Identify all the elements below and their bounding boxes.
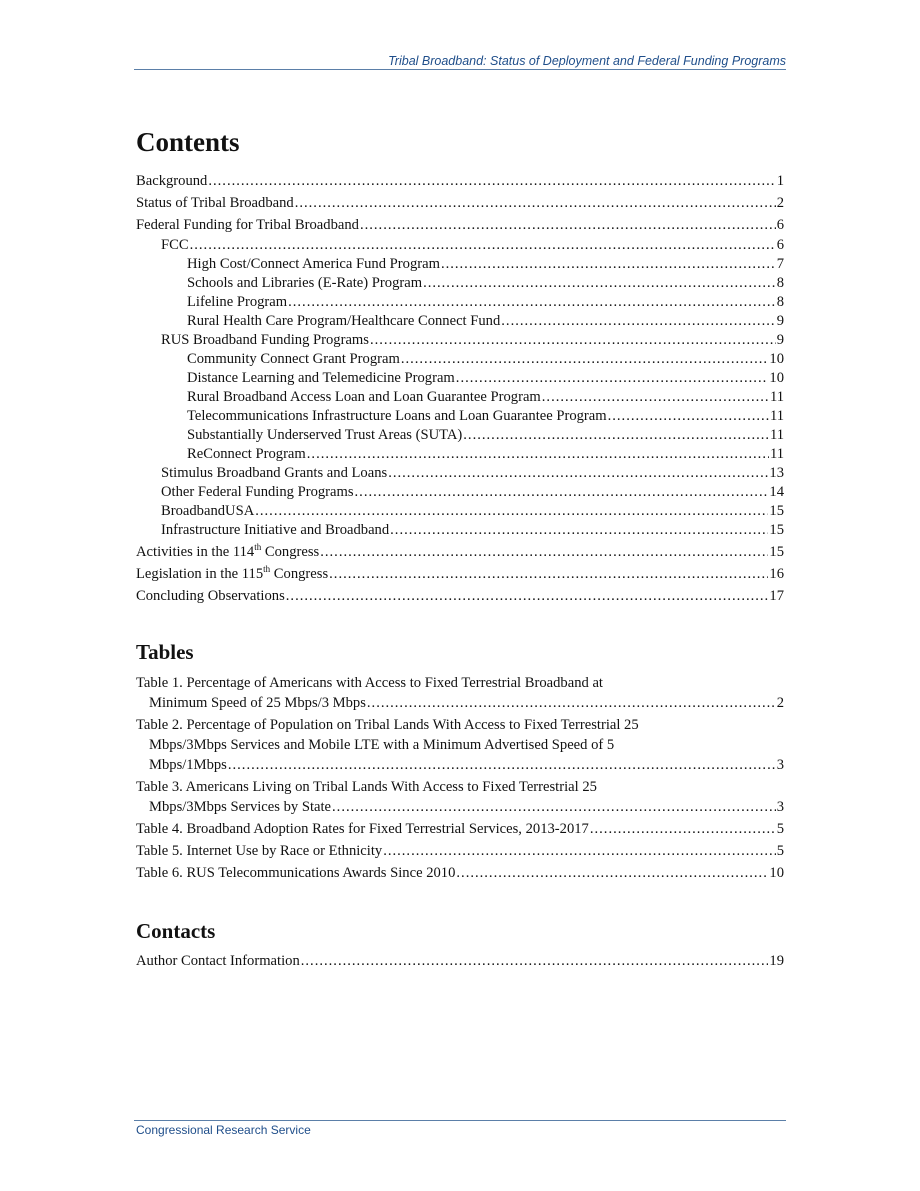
dot-leader (228, 755, 776, 775)
toc-page-number: 8 (776, 294, 784, 310)
dot-leader (360, 216, 776, 235)
toc-entry-title: Rural Health Care Program/Healthcare Connect Fund (187, 313, 501, 329)
contents-heading: Contents (136, 127, 240, 157)
dot-leader (463, 426, 769, 445)
toc-page-number: 15 (769, 503, 784, 519)
toc-page-number: 1 (776, 173, 784, 189)
toc-page-number: 6 (776, 217, 784, 233)
toc-entry-title: Substantially Underserved Trust Areas (SUTA) (187, 427, 463, 443)
toc-entry-suta[interactable] (136, 426, 784, 445)
toc-entry-rus-funding[interactable] (136, 331, 784, 350)
dot-leader (456, 369, 769, 388)
toc-page-number: 17 (769, 588, 784, 604)
table-entry-last-line (136, 755, 784, 775)
toc-page-number: 10 (769, 351, 784, 367)
toc-entry-federal-funding[interactable] (136, 216, 784, 235)
running-header: Tribal Broadband: Status of Deployment and Federal Funding Programs (388, 54, 786, 68)
toc-entry-114th-congress[interactable] (136, 543, 784, 562)
toc-entry-status-of-tribal-broadband[interactable] (136, 194, 784, 213)
table-entry-last-line (136, 797, 784, 817)
dot-leader (370, 331, 776, 350)
toc-entry-fcc[interactable] (136, 236, 784, 255)
table-entry-line: Mbps/3Mbps Services and Mobile LTE with a Minimum Advertised Speed of 5 (149, 737, 615, 753)
table-entry-title: Mbps/1Mbps (149, 757, 227, 773)
toc-page-number: 2 (776, 195, 784, 211)
dot-leader (608, 407, 769, 426)
dot-leader (423, 274, 776, 293)
toc-page-number: 6 (776, 237, 784, 253)
toc-entry-title: Concluding Observations (136, 588, 285, 604)
dot-leader (208, 172, 775, 191)
dot-leader (301, 952, 769, 971)
toc-page-number: 9 (776, 332, 784, 348)
toc-page-number: 9 (776, 313, 784, 329)
toc-page-number: 14 (769, 484, 784, 500)
dot-leader (388, 464, 768, 483)
toc-entry-background[interactable] (136, 172, 784, 191)
toc-entry-broadbandusa[interactable] (136, 502, 784, 521)
toc-entry-title: FCC (161, 237, 189, 253)
toc-entry-title: Infrastructure Initiative and Broadband (161, 522, 390, 538)
table-page-number: 3 (776, 757, 784, 773)
toc-page-number: 7 (776, 256, 784, 272)
table-entry-line: Table 2. Percentage of Population on Tribal Lands With Access to Fixed Terrestrial 25 (136, 717, 639, 733)
toc-entry-title: Legislation in the 115th Congress (136, 564, 329, 582)
toc-entry-title: Stimulus Broadband Grants and Loans (161, 465, 388, 481)
toc-page-number: 13 (769, 465, 784, 481)
page-content (136, 124, 784, 974)
toc-entry-other-federal[interactable] (136, 483, 784, 502)
contents-section (136, 124, 784, 606)
toc-entry-concluding-observations[interactable] (136, 587, 784, 606)
table-list-entry-3[interactable] (136, 777, 784, 817)
dot-leader (390, 521, 768, 540)
table-page-number: 5 (776, 843, 784, 859)
dot-leader (441, 255, 776, 274)
toc-entry-title: Schools and Libraries (E-Rate) Program (187, 275, 423, 291)
toc-entry-title: Author Contact Information (136, 953, 300, 969)
toc-entry-title: Lifeline Program (187, 294, 288, 310)
running-footer: Congressional Research Service (136, 1123, 311, 1137)
table-entry-line: Table 3. Americans Living on Tribal Lands With Access to Fixed Terrestrial 25 (136, 779, 597, 795)
toc-entry-title: ReConnect Program (187, 446, 306, 462)
toc-entry-title: Telecommunications Infrastructure Loans and Loan Guarantee Program (187, 408, 607, 424)
toc-entry-community-connect[interactable] (136, 350, 784, 369)
dot-leader (401, 350, 769, 369)
table-entry-title: Table 4. Broadband Adoption Rates for Fixed Terrestrial Services, 2013-2017 (136, 821, 589, 837)
table-entry-title: Table 6. RUS Telecommunications Awards Since 2010 (136, 865, 456, 881)
table-entry-last-line (136, 819, 784, 839)
table-entry-last-line (136, 693, 784, 713)
toc-entry-title: Status of Tribal Broadband (136, 195, 294, 211)
table-list-entry-2[interactable] (136, 715, 784, 775)
toc-page-number: 19 (769, 953, 784, 969)
table-page-number: 5 (776, 821, 784, 837)
dot-leader (590, 819, 776, 839)
toc-entry-telecom-infrastructure[interactable] (136, 407, 784, 426)
toc-page-number: 10 (769, 370, 784, 386)
footer-divider (134, 1120, 786, 1121)
dot-leader (329, 565, 768, 584)
toc-entry-title: High Cost/Connect America Fund Program (187, 256, 440, 272)
table-page-number: 2 (776, 695, 784, 711)
toc-page-number: 11 (769, 408, 784, 424)
toc-page-number: 11 (769, 389, 784, 405)
toc-entry-e-rate[interactable] (136, 274, 784, 293)
toc-entry-title: Background (136, 173, 208, 189)
dot-leader (542, 388, 769, 407)
dot-leader (190, 236, 776, 255)
toc-page-number: 11 (769, 427, 784, 443)
dot-leader (355, 483, 769, 502)
table-entry-title: Table 5. Internet Use by Race or Ethnicity (136, 843, 383, 859)
dot-leader (501, 312, 775, 331)
toc-entry-stimulus[interactable] (136, 464, 784, 483)
toc-entry-title: Community Connect Grant Program (187, 351, 400, 367)
dot-leader (288, 293, 776, 312)
toc-entry-title: Rural Broadband Access Loan and Loan Guarantee Program (187, 389, 541, 405)
toc-entry-title: Distance Learning and Telemedicine Program (187, 370, 455, 386)
dot-leader (255, 502, 768, 521)
dot-leader (332, 797, 776, 817)
toc-entry-rural-health-care[interactable] (136, 312, 784, 331)
dot-leader (295, 194, 776, 213)
tables-section (136, 638, 784, 883)
table-entry-line: Table 1. Percentage of Americans with Access to Fixed Terrestrial Broadband at (136, 675, 603, 691)
toc-entry-title: Activities in the 114th Congress (136, 542, 320, 560)
toc-entry-reconnect[interactable] (136, 445, 784, 464)
table-entry-title: Minimum Speed of 25 Mbps/3 Mbps (149, 695, 366, 711)
table-entry-title: Mbps/3Mbps Services by State (149, 799, 332, 815)
toc-entry-title: RUS Broadband Funding Programs (161, 332, 369, 348)
table-list-entry-1[interactable] (136, 673, 784, 713)
toc-page-number: 16 (769, 566, 784, 582)
toc-entry-lifeline[interactable] (136, 293, 784, 312)
toc-entry-distance-learning[interactable] (136, 369, 784, 388)
toc-page-number: 15 (769, 522, 784, 538)
toc-page-number: 8 (776, 275, 784, 291)
dot-leader (383, 841, 776, 861)
dot-leader (367, 693, 776, 713)
contents-list (136, 172, 784, 606)
toc-entry-infrastructure-initiative[interactable] (136, 521, 784, 540)
tables-heading: Tables (136, 640, 194, 664)
table-page-number: 10 (769, 865, 784, 881)
dot-leader (286, 587, 769, 606)
dot-leader (320, 543, 768, 562)
table-page-number: 3 (776, 799, 784, 815)
contacts-section (136, 917, 784, 971)
toc-entry-title: Other Federal Funding Programs (161, 484, 354, 500)
toc-page-number: 15 (769, 544, 784, 560)
table-list-entry-5[interactable] (136, 841, 784, 861)
toc-entry-rural-broadband-access[interactable] (136, 388, 784, 407)
table-list-entry-6[interactable] (136, 863, 784, 883)
table-entry-last-line (136, 863, 784, 883)
contacts-heading: Contacts (136, 919, 216, 943)
dot-leader (456, 863, 768, 883)
toc-entry-title: BroadbandUSA (161, 503, 255, 519)
header-divider (134, 69, 786, 70)
contacts-list (136, 952, 784, 971)
toc-entry-115th-congress[interactable] (136, 565, 784, 584)
toc-entry-title: Federal Funding for Tribal Broadband (136, 217, 359, 233)
toc-entry-author-contact[interactable] (136, 952, 784, 971)
table-list-entry-4[interactable] (136, 819, 784, 839)
table-entry-last-line (136, 841, 784, 861)
toc-page-number: 11 (769, 446, 784, 462)
dot-leader (307, 445, 769, 464)
toc-entry-high-cost-caf[interactable] (136, 255, 784, 274)
